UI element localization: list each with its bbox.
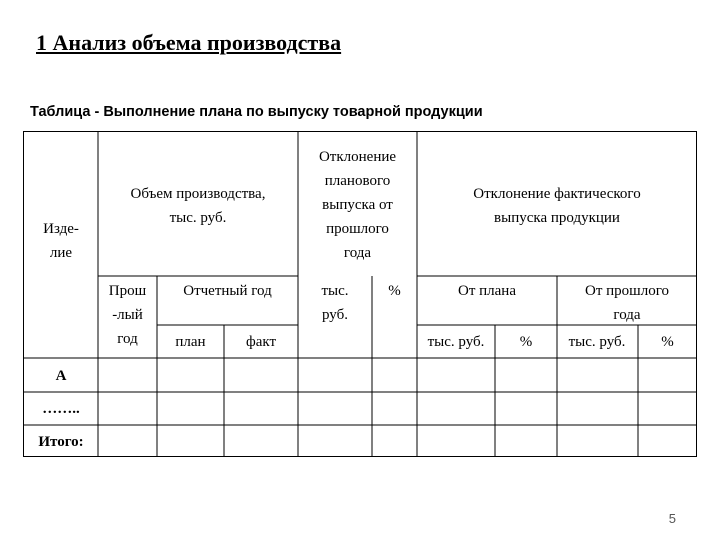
row-label-total: Итого: (38, 433, 84, 450)
header-deviation-plan-percent: % (388, 283, 401, 299)
header-deviation-plan-rub: тыс. руб. (321, 283, 349, 323)
header-plan: план (175, 334, 206, 350)
header-from-plan-percent: % (519, 334, 533, 350)
header-from-plan: От плана (458, 283, 516, 299)
header-production-volume: Объем производства, тыс. руб. (130, 186, 266, 226)
header-product: Изде- лие (43, 221, 79, 261)
header-deviation-fact: Отклонение фактического выпуска продукции (473, 186, 641, 226)
header-previous-year: Прош -лый год (108, 283, 147, 347)
slide-title: 1 Анализ объема производства (36, 30, 342, 55)
row-label-ellipsis: …….. (42, 401, 80, 417)
header-from-previous-year: От прошлого года (585, 283, 669, 323)
row-label-a: А (55, 367, 67, 384)
header-fact: факт (245, 334, 277, 350)
table-caption: Таблица - Выполнение плана по выпуску товарной продукции (30, 104, 483, 120)
header-from-plan-rub: тыс. руб. (427, 334, 485, 350)
header-from-prev-year-percent: % (661, 334, 674, 350)
header-from-prev-year-rub: тыс. руб. (568, 334, 626, 350)
header-report-year: Отчетный год (183, 283, 272, 299)
page-number: 5 (668, 511, 676, 526)
header-deviation-plan: Отклонение планового выпуска от прошлого года (318, 149, 397, 261)
